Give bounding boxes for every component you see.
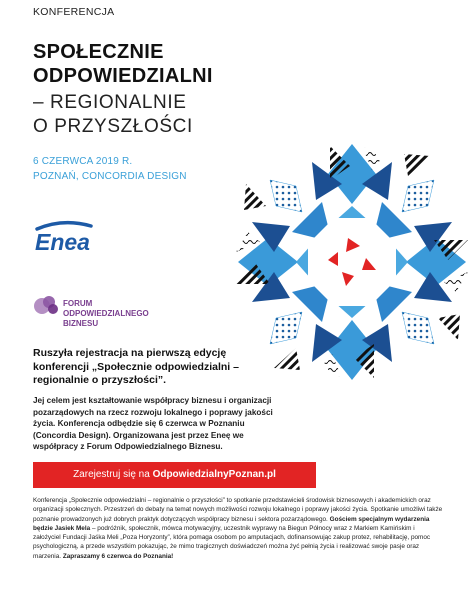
event-date-block: [33, 154, 187, 184]
footer-invitation: Zapraszamy 6 czerwca do Poznania!: [62, 552, 174, 560]
fob-line-2: ODPOWIEDZIALNEGO: [63, 309, 149, 318]
event-date: 6 CZERWCA 2019 R.: [33, 156, 133, 167]
description-paragraph: Jej celem jest kształtowanie współpracy biznesu i organizacji pozarządowych na rzecz rozwoju lokalnego i poprawy jakości życia. Konferencja odbędzie się 6 czerwca w Poznaniu (Concordia Design). Organizowana jest przez Eneę we współpracy z Forum Odpowiedzialnego Biznesu.: [33, 396, 273, 451]
fob-circles-icon: [33, 294, 63, 318]
mandala-graphic: [228, 140, 469, 390]
footer-text-1: Konferencja „Społecznie odpowiedzialni – regionalnie o przyszłości” to spotkanie przedstawicieli środowisk biznesowych i akademickich oraz organizacji społecznych. Przestrzeń do debaty na temat nowych możliwości rozwoju lokalnego i poprawy jakości życia. Spotkanie umożliwi także poznanie prowadzonych już dobrych praktyk dotyczących współpracy biznesu i sektora pozarządowego.: [33, 497, 443, 523]
enea-logo-graphic: [33, 220, 128, 254]
register-prefix: Zarejestruj się na: [73, 469, 153, 480]
title-bold-block: [33, 40, 213, 88]
title-line-2: ODPOWIEDZIALNI: [33, 65, 213, 87]
title-light-block: [33, 91, 193, 139]
event-place: POZNAŃ, CONCORDIA DESIGN: [33, 171, 187, 182]
register-button[interactable]: [33, 462, 316, 488]
lead-paragraph: Ruszyła rejestracja na pierwszą edycję konferencji „Społecznie odpowiedzialni – regionalnie o przyszłości”.: [33, 347, 239, 386]
footer-special-guest: Gościem specjalnym wydarzenia będzie Jasiek Mela: [33, 515, 430, 532]
title-line-4: O PRZYSZŁOŚCI: [33, 116, 193, 137]
decorative-mandala: [228, 140, 469, 395]
register-link[interactable]: OdpowiedzialnyPoznan.pl: [152, 469, 276, 480]
enea-logo: [33, 220, 128, 259]
fob-line-3: BIZNESU: [63, 319, 99, 328]
fob-logo-text: [63, 299, 149, 329]
footer-text-2: – podróżnik, społecznik, mówca motywacyjny, uczestnik wyprawy na Biegun Północy wraz z Markiem Kamińskim i założyciel Fundacji Jaśka Meli „Poza Horyzonty”, która pomaga osobom po amputacjach, dofinansowując zakup protez, rehabilitację, pomoc psychologiczną, a przede wszystkim pokazując, że mimo tragicznych doświadczeń można żyć pełnią życia i realizować swoje pasje oraz marzenia.: [33, 524, 431, 560]
eyebrow: KONFERENCJA: [33, 6, 115, 18]
title-line-3: – REGIONALNIE: [33, 92, 187, 113]
fob-line-1: FORUM: [63, 299, 93, 308]
fob-logo-mark: [33, 294, 63, 323]
enea-logo-text: Enea: [35, 229, 90, 254]
footer-paragraph: [33, 496, 443, 561]
title-line-1: SPOŁECZNIE: [33, 41, 164, 63]
